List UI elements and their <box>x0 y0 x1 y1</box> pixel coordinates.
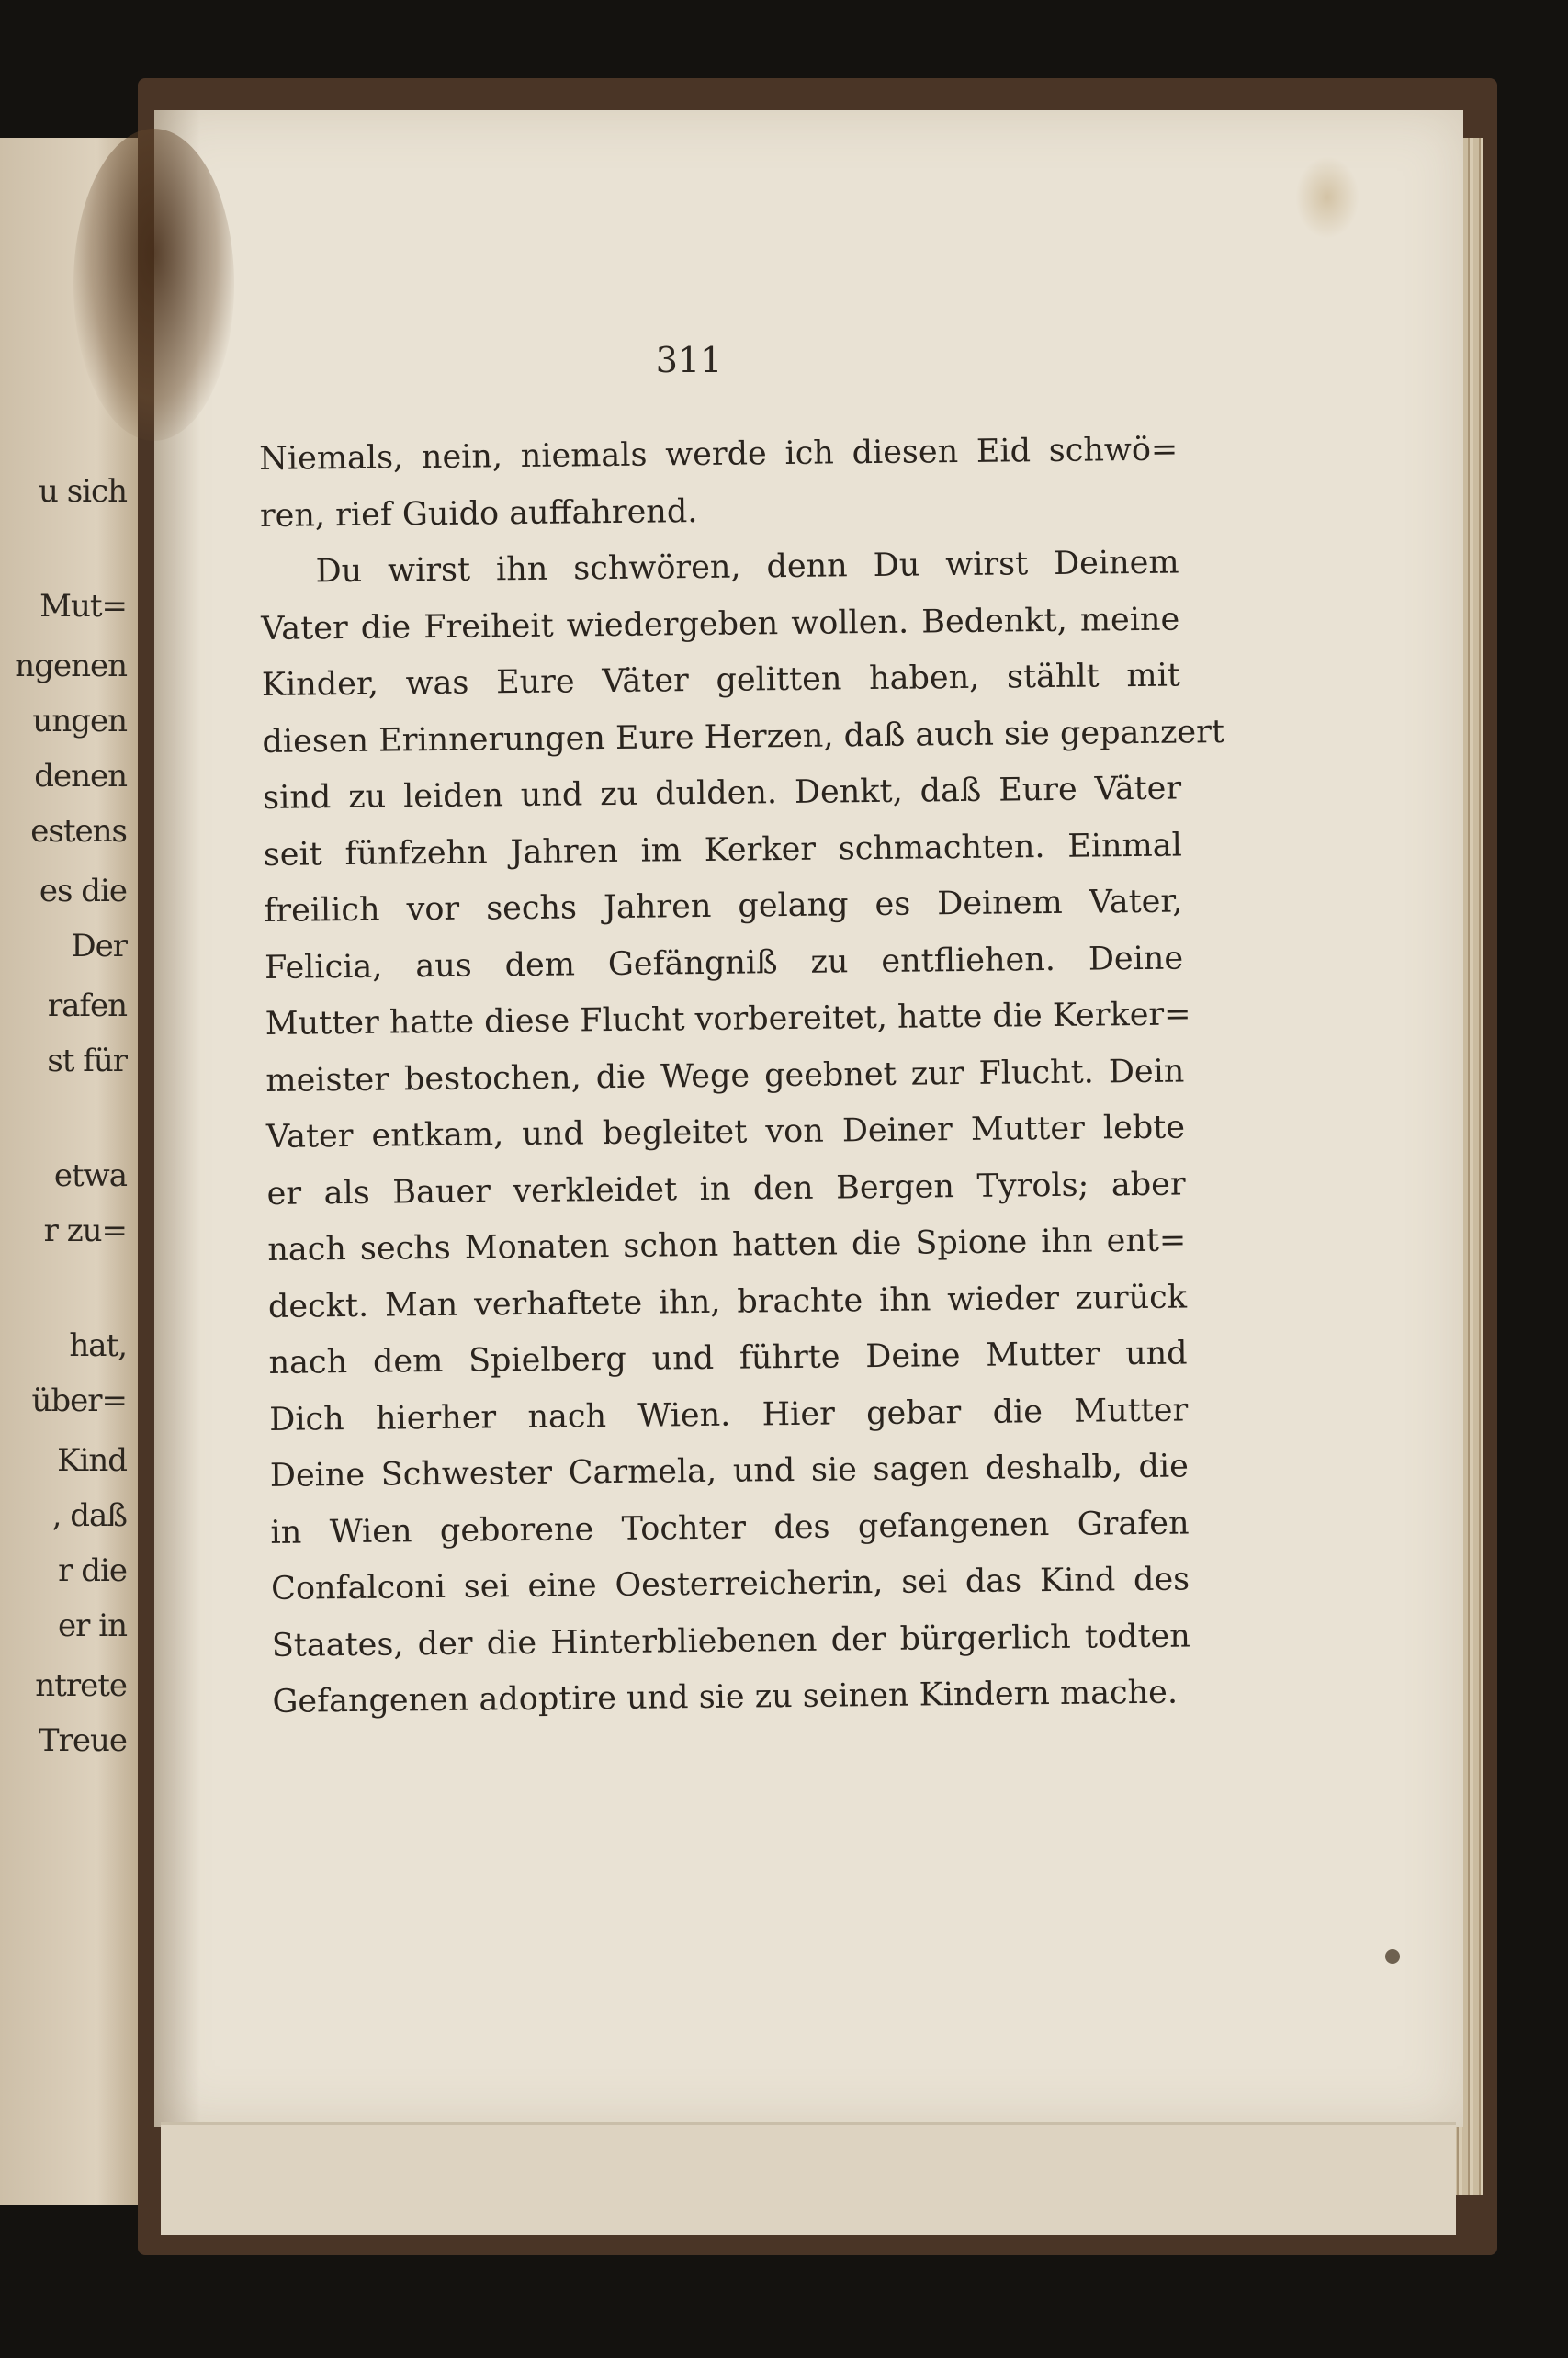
text-line: Felicia, aus dem Gefängniß zu entfliehen. Deine <box>264 939 1184 987</box>
left-page-fragment: r die <box>58 1552 127 1589</box>
text-line: nach sechs Monaten schon hatten die Spione ihn ent= <box>267 1222 1187 1269</box>
left-page-fragment: st für <box>47 1043 127 1079</box>
text-line: Mutter hatte diese Flucht vorbereitet, hatte die Kerker= <box>265 996 1191 1043</box>
text-line: Kinder, was Eure Väter gelitten haben, stählt mit <box>261 657 1181 704</box>
text-line: er als Bauer verkleidet in den Bergen Tyrols; aber <box>266 1165 1186 1213</box>
left-page-fragment: Kind <box>57 1442 127 1479</box>
left-page-fragment: , daß <box>51 1497 127 1534</box>
text-line: Gefangenen adoptire und sie zu seinen Kindern mache. <box>272 1674 1179 1721</box>
left-page-fragment: ngenen <box>15 648 127 684</box>
text-line: Dich hierher nach Wien. Hier gebar die Mutter <box>269 1391 1189 1438</box>
text-line: meister bestochen, die Wege geebnet zur Flucht. Dein <box>265 1052 1185 1100</box>
text-line: Du wirst ihn schwören, denn Du wirst Deinem <box>315 544 1179 591</box>
text-line: ren, rief Guido auffahrend. <box>259 492 698 535</box>
left-page <box>0 138 138 2205</box>
left-page-fragment: estens <box>30 813 127 850</box>
text-line: in Wien geborene Tochter des gefangenen Grafen <box>270 1504 1190 1551</box>
text-line: Niemals, nein, niemals werde ich diesen Eid schwö= <box>259 431 1179 478</box>
left-page-fragment: Der <box>71 928 127 965</box>
page-bottom-edge <box>161 2122 1456 2235</box>
page-hole <box>1385 1949 1400 1964</box>
text-line: Staates, der die Hinterbliebenen der bürgerlich todten <box>271 1617 1190 1664</box>
text-line: Confalconi sei eine Oesterreicherin, sei das Kind des <box>270 1561 1190 1608</box>
left-page-fragment: etwa <box>53 1157 127 1194</box>
left-page-fragment: über= <box>31 1382 127 1419</box>
left-page-fragment: er in <box>58 1608 127 1644</box>
left-page-fragment: ntrete <box>35 1667 127 1704</box>
left-page-fragment: denen <box>34 758 127 795</box>
left-page-fragment: hat, <box>69 1327 127 1364</box>
text-line: Vater die Freiheit wiedergeben wollen. Bedenkt, meine <box>261 601 1180 648</box>
left-page-fragment: rafen <box>47 987 127 1024</box>
text-line: nach dem Spielberg und führte Deine Mutter und <box>268 1335 1188 1382</box>
left-page-fragment: es die <box>39 873 127 909</box>
body-text <box>259 423 1225 1732</box>
text-line: diesen Erinnerungen Eure Herzen, daß auch sie gepanzert <box>262 713 1225 761</box>
text-line: Deine Schwester Carmela, und sie sagen deshalb, die <box>269 1448 1190 1495</box>
page-number: 311 <box>655 340 723 380</box>
left-page-fragment: Mut= <box>39 588 127 625</box>
text-line: Vater entkam, und begleitet von Deiner Mutter lebte <box>265 1109 1186 1156</box>
left-page-fragment: ungen <box>32 703 127 739</box>
water-stain <box>73 129 234 441</box>
text-line: sind zu leiden und zu dulden. Denkt, daß Eure Väter <box>262 770 1182 817</box>
text-line: deckt. Man verhaftete ihn, brachte ihn wieder zurück <box>267 1278 1188 1326</box>
small-stain <box>1295 156 1359 239</box>
left-page-fragment: r zu= <box>43 1213 127 1249</box>
text-line: seit fünfzehn Jahren im Kerker schmachten. Einmal <box>263 827 1182 874</box>
left-page-fragment: Treue <box>38 1722 127 1759</box>
text-line: freilich vor sechs Jahren gelang es Deinem Vater, <box>264 883 1183 930</box>
left-page-fragment: u sich <box>39 473 127 510</box>
